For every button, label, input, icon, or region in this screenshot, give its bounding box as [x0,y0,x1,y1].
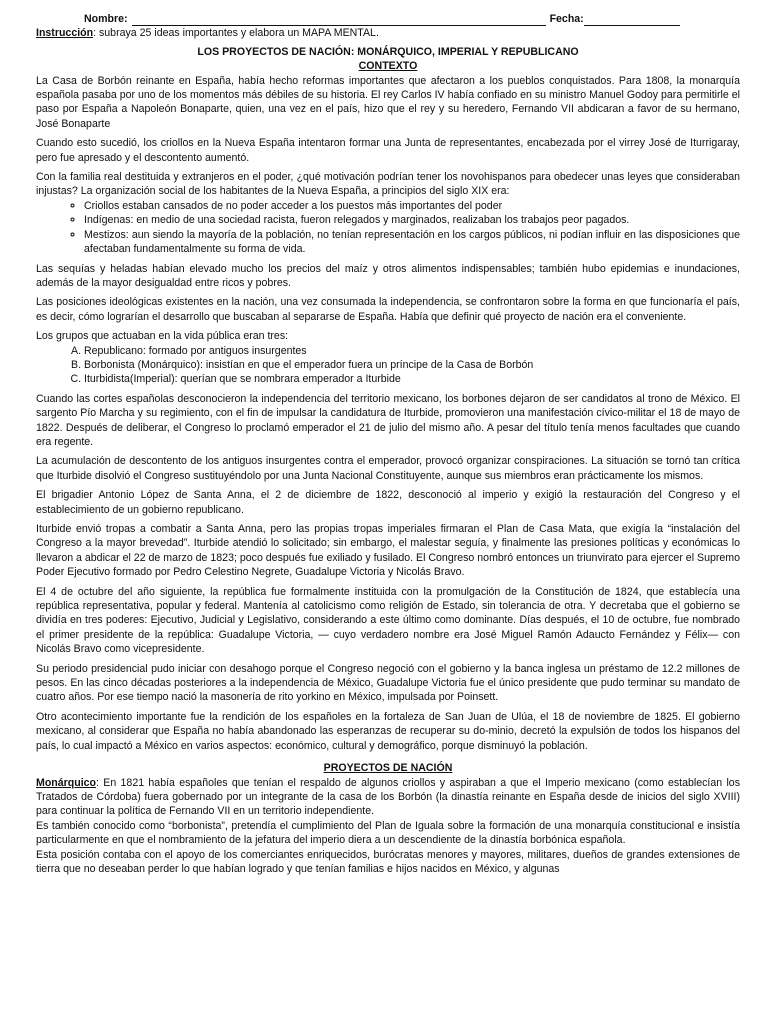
name-label: Nombre: [84,13,128,25]
list-item: C. Iturbidista(Imperial): querían que se nombrara emperador a Iturbide [84,372,740,386]
instruction-label: Instrucción [36,27,94,40]
list-item: A. Republicano: formado por antiguos insurgentes [84,344,740,358]
instruction-text: : subraya 25 ideas importantes y elabora un MAPA MENTAL. [93,27,379,40]
date-blank[interactable] [584,15,680,26]
list-item: ◦ Indígenas: en medio de una sociedad racista, fueron relegados y marginados, realizaban los trabajos peor pagados. [84,213,740,227]
name-blank[interactable] [132,15,546,26]
paragraph: Con la familia real destituida y extranjeros en el poder, ¿qué motivación podrían tener los novohispanos para obedecer unas leyes que consideraban injustas? La organización social de los habitantes de la Nueva España, a principios del siglo XIX era: [36,171,740,198]
paragraph: La Casa de Borbón reinante en España, había hecho reformas importantes que afectaron a los pueblos conquistados. Para 1808, la monarquía española pasaba por uno de los momentos más débiles de su historia. El rey Carlos IV había confiado en su ministro Manuel Godoy para permitirle el paso por España a Napoleón Bonaparte, quien, una vez en el país, hizo que el rey y su heredero, Fernando VII abdicaran a favor de su hermano, José Bonaparte [36,74,740,130]
paragraph-monarquico [36,776,740,819]
paragraph: Otro acontecimiento importante fue la rendición de los españoles en la fortaleza de San Juan de Ulúa, el 18 de noviembre de 1825. El gobierno mexicano, al considerar que España no había abandonado las esperanzas de recuperar su do-minio, decretó la expulsión de todos los hispanos del país, lo cual impactó a México en varios aspectos: económico, cultural y demográfico, porque disminuyó la población. [36,710,740,752]
list-item: B. Borbonista (Monárquico): insistían en que el emperador fuera un príncipe de la Casa de Borbón [84,358,740,372]
header-line [84,12,740,26]
groups-list [36,344,740,387]
paragraph: Es también conocido como “borbonista”, pretendía el cumplimiento del Plan de Iguala sobre la formación de una monarquía constitucional e insistía particularmente en que el nombramiento de la jefatura del imperio diera a un descendiente de la dinastía borbónica española. [36,819,740,847]
paragraph: El brigadier Antonio López de Santa Anna, el 2 de diciembre de 1822, desconoció al imperio y exigió la restauración del Congreso y el establecimiento de un gobierno republicano. [36,489,740,516]
paragraph: Las sequías y heladas habían elevado mucho los precios del maíz y otros alimentos indispensables; también hubo epidemias e inundaciones, además de la mayor desigualdad entre ricos y pobres. [36,262,740,289]
list-item: ◦ Mestizos: aun siendo la mayoría de la población, no tenían representación en los cargos públicos, ni podían influir en las disposiciones que afectaban fundamentalmente su forma de vida. [84,228,740,257]
paragraph: La acumulación de descontento de los antiguos insurgentes contra el emperador, provocó organizar conspiraciones. La situación se tornó tan crítica que Iturbide disolvió el Congreso sustituyéndolo por una Junta Nacional Constituyente, aunque sus miembros eran prácticamente los mismos. [36,455,740,482]
paragraph: Su periodo presidencial pudo iniciar con desahogo porque el Congreso negoció con el gobierno y la banca inglesa un préstamo de 12.2 millones de pesos. En las cinco décadas posteriores a la independencia de México, Guadalupe Victoria fue el único presidente que pudo terminar su mandato de cuatro años. Por ese tiempo nació la masonería de rito yorkino en México, impulsada por Poinsett. [36,662,740,704]
social-organization-list [36,199,740,257]
list-item: ◦ Criollos estaban cansados de no poder acceder a los puestos más importantes del poder [84,199,740,213]
instruction [36,26,740,40]
paragraph: Iturbide envió tropas a combatir a Santa Anna, pero las propias tropas imperiales firmaran el Plan de Casa Mata, que exigía la “instalación del Congreso a la mayor brevedad”. Iturbide atendió lo solicitado; sin embargo, el malestar seguía, y finalmente las presiones políticas y económicas lo llevaron a abdicar el 22 de marzo de 1823; poco después fue exiliado y fusilado. El Congreso nombró entonces un triunvirato para ejercer el Supremo Poder Ejecutivo formado por Pedro Celestino Negrete, Guadalupe Victoria y Nicolás Bravo. [36,523,740,579]
paragraph: El 4 de octubre del año siguiente, la república fue formalmente instituida con la promulgación de la Constitución de 1824, que establecía una república representativa, popular y federal. Mantenía al catolicismo como religión de Estado, sin tolerancia de otra. Y decretaba que el gobierno se dividía en tres poderes: Ejecutivo, Judicial y Legislativo, considerando a este último como dominante. Días después, el 10 de octubre, fue nombrado el primer presidente de la república: Guadalupe Victoria, — cuyo verdadero nombre era José Miguel Ramón Adaucto Fernández y Félix— con Nicolás Bravo como vicepresidente. [36,585,740,656]
paragraph: Los grupos que actuaban en la vida pública eran tres: [36,330,289,343]
date-label: Fecha: [549,13,584,25]
paragraph: Cuando las cortes españolas desconocieron la independencia del territorio mexicano, los borbones dejaron de ser candidatos al trono de México. El sargento Pío Marcha y su regimiento, con el fin de impulsar la candidatura de Iturbide, promovieron una manifestación cívico-militar el 18 de mayo de 1822. Después de deliberar, el Congreso lo proclamó emperador el 21 de julio del mismo año. A pesar del título tenía menos facultades que cuando era regente. [36,392,740,448]
term-monarquico: Monárquico [36,776,97,789]
section-title-proyectos: PROYECTOS DE NACIÓN [323,762,453,775]
paragraph: Las posiciones ideológicas existentes en la nación, una vez consumada la independencia, se confrontaron sobre la forma en que funcionaría el país, es decir, cómo lograrían el desarrollo que buscaban al separarse de España. Había que definir qué proyecto de nación era el conveniente. [36,296,740,323]
paragraph: Cuando esto sucedió, los criollos en la Nueva España intentaron formar una Junta de representantes, encabezada por el virrey José de Iturrigaray, pero fue apresado y el descontento aumentó. [36,137,740,164]
paragraph: Esta posición contaba con el apoyo de los comerciantes enriquecidos, burócratas menores y mayores, militares, dueños de grandes extensiones de tierra que no deseaban perder lo que habían logrado y que tenían familias e hijos nacidos en México, y algunas [36,848,740,875]
document-title: LOS PROYECTOS DE NACIÓN: MONÁRQUICO, IMPERIAL Y REPUBLICANO [197,45,579,58]
section-title-contexto: CONTEXTO [358,60,418,73]
paragraph-text: : En 1821 había españoles que tenían el respaldo de algunos criollos y aspiraban a que el Imperio mexicano (como establecían los Tratados de Córdoba) fuera gobernado por un integrante de la casa de los Borbón (la dinastía reinante en España desde de inicios del siglo XVIII) para continuar la política de Fernando VII en un territorio independiente. [36,776,740,818]
